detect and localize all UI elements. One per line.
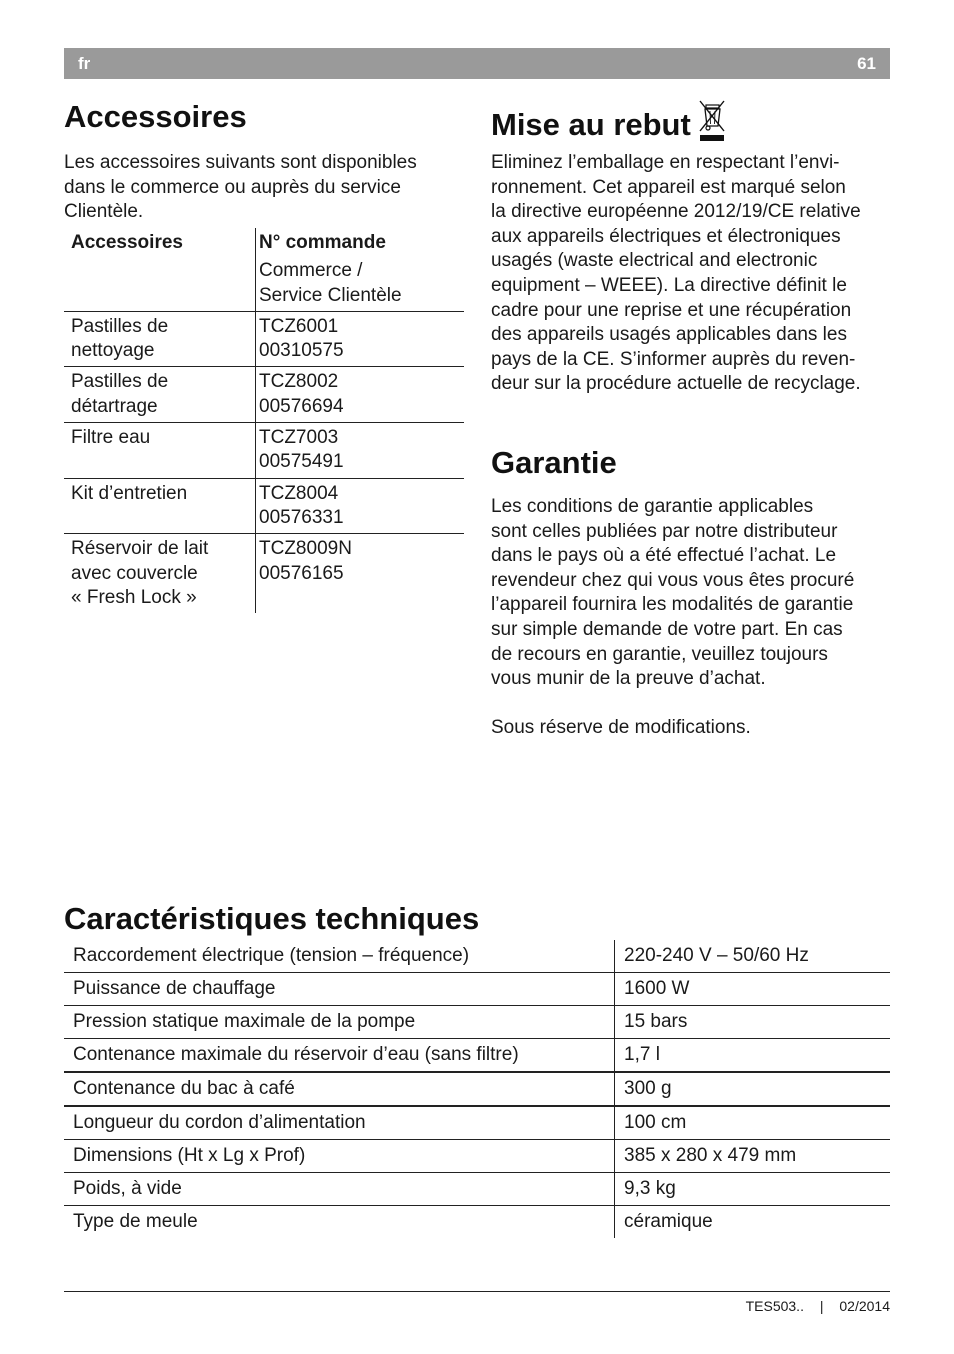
modifications-note: Sous réserve de modifications. [491,717,751,738]
accessory-name-line: Pastilles de [71,315,169,337]
text-line: usagés (waste electrical and electronic [491,250,818,272]
table-row [64,534,464,613]
table-row [64,940,890,973]
table-row [64,1106,890,1140]
text-line: ronnement. Cet appareil est marqué selon [491,176,846,198]
accessory-code: TCZ8009N [259,538,352,560]
disposal-title [491,99,727,143]
spec-value: 220-240 V – 50/60 Hz [615,940,891,973]
accessory-name-line: Pastilles de [71,371,169,393]
accessory-code: TCZ8004 [259,482,339,504]
accessories-title: Accessoires [64,99,247,134]
disposal-title-text: Mise au rebut [491,107,691,142]
spec-label: Dimensions (Ht x Lg x Prof) [64,1140,615,1173]
print-date: 02/2014 [839,1298,890,1314]
spec-label: Contenance du bac à café [64,1072,615,1106]
text-line: cadre pour une reprise et une récupération [491,299,852,321]
spec-value: céramique [615,1206,891,1239]
accessory-code: TCZ6001 [259,315,339,337]
model-number: TES503.. [745,1298,804,1314]
table-row [64,1039,890,1073]
accessory-name-line: nettoyage [71,340,155,362]
disposal-text [491,151,891,397]
text-line: deur sur la procédure actuelle de recyclage. [491,373,861,395]
language-label: fr [78,54,91,73]
table-row [64,973,890,1006]
table-row [64,1072,890,1106]
accessory-name-line: Réservoir de lait [71,538,209,560]
accessory-code: 00575491 [259,451,344,473]
spec-label: Type de meule [64,1206,615,1239]
crossed-out-wheelie-bin-icon [697,99,727,143]
table-row [64,1140,890,1173]
specs-title: Caractéristiques techniques [64,901,480,936]
table-row [64,311,464,367]
spec-value: 100 cm [615,1106,891,1140]
table-row [64,1006,890,1039]
footer-separator: | [819,1298,824,1314]
accessories-col-header: Accessoires [71,232,183,253]
spec-label: Poids, à vide [64,1173,615,1206]
table-row [64,423,464,479]
table-row [64,1173,890,1206]
accessory-name-line: avec couvercle [71,562,198,584]
text-line: revendeur chez qui vous vous êtes procuré [491,569,855,591]
table-row [64,478,464,534]
accessory-code: 00576694 [259,395,344,417]
text-line: equipment – WEEE). La directive définit le [491,274,847,296]
order-number-sub-line: Commerce / [259,260,363,282]
accessory-code: TCZ8002 [259,371,339,393]
spec-value: 1600 W [615,973,891,1006]
text-line: vous munir de la preuve d’achat. [491,668,766,690]
order-number-header-label: N° commande [259,232,386,253]
text-line: Eliminez l’emballage en respectant l’envi- [491,152,840,173]
spec-value: 9,3 kg [615,1173,891,1206]
text-line: pays de la CE. S’informer auprès du reven- [491,348,856,370]
spec-value: 1,7 l [615,1039,891,1073]
text-line: l’appareil fournira les modalités de garantie [491,594,854,616]
accessory-code: TCZ7003 [259,427,339,449]
text-line: sur simple demande de votre part. En cas [491,618,843,640]
text-line: de recours en garantie, veuillez toujours [491,643,828,665]
warranty-title: Garantie [491,445,617,480]
footer-divider [64,1291,890,1292]
spec-value: 385 x 280 x 479 mm [615,1140,891,1173]
warranty-text [491,495,891,692]
spec-label: Puissance de chauffage [64,973,615,1006]
accessories-intro: Les accessoires suivants sont disponibles dans le commerce ou auprès du service Clientèle. [64,152,417,223]
spec-label: Longueur du cordon d’alimentation [64,1106,615,1140]
text-line: dans le pays où a été effectué l’achat. Le [491,545,837,567]
spec-value: 300 g [615,1072,891,1106]
accessory-name-line: Filtre eau [71,427,151,449]
text-line: sont celles publiées par notre distributeur [491,520,838,542]
text-line: Les conditions de garantie applicables [491,496,814,517]
order-number-sub-line: Service Clientèle [259,284,402,306]
accessory-name-line: Kit d’entretien [71,482,188,504]
order-number-col-header [256,228,465,311]
table-row [64,367,464,423]
accessory-name-line: détartrage [71,395,158,417]
text-line: des appareils usagés applicables dans les [491,324,847,346]
page-header-bar [64,48,890,79]
accessory-name-line: « Fresh Lock » [71,586,197,608]
page-number: 61 [857,54,876,73]
specs-table [64,940,890,1238]
page-footer [746,1298,890,1314]
accessory-code: 00576165 [259,562,344,584]
text-line: aux appareils électriques et électroniques [491,225,841,247]
accessories-table [64,228,464,613]
spec-label: Contenance maximale du réservoir d’eau (sans filtre) [64,1039,615,1073]
spec-value: 15 bars [615,1006,891,1039]
accessory-code: 00310575 [259,340,344,362]
table-row [64,1206,890,1239]
accessory-code: 00576331 [259,506,344,528]
text-line: la directive européenne 2012/19/CE relative [491,201,861,223]
spec-label: Raccordement électrique (tension – fréquence) [73,945,470,966]
spec-label: Pression statique maximale de la pompe [64,1006,615,1039]
